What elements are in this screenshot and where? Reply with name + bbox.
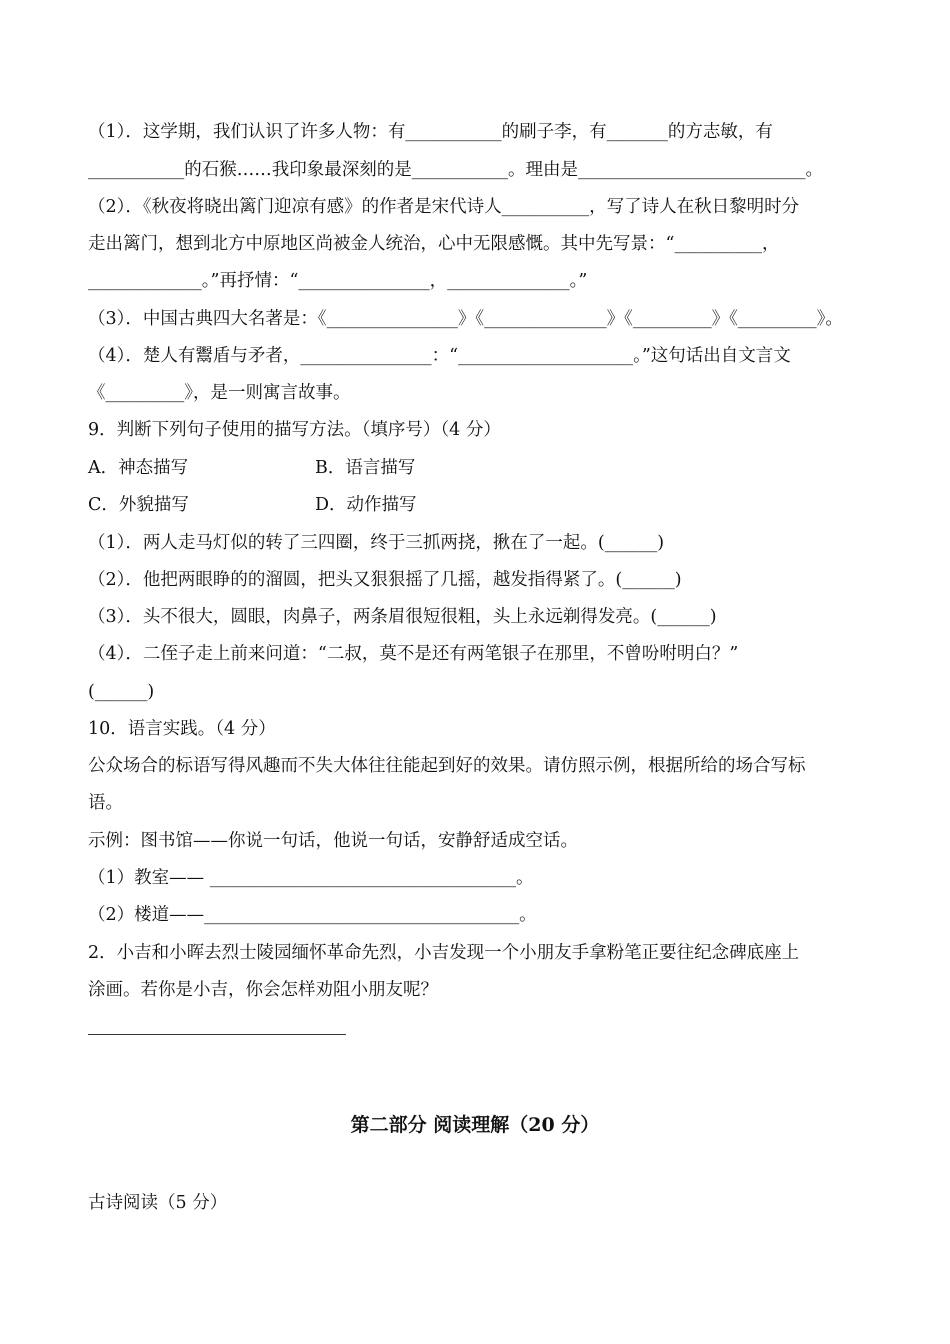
- q9-heading: 9．判断下列句子使用的描写方法。（填序号）（4 分）: [88, 420, 501, 440]
- q8-4-line1: （4）．楚人有鬻盾与矛者，_______________：“____________________。”这句话出自文言文: [88, 346, 791, 366]
- q10-1-line: （1）教室—— ___________________________________。: [88, 868, 534, 888]
- q9-2-line: （2）．他把两眼睁的的溜圆，把头又狠狠摇了几摇，越发指得紧了。(______): [88, 570, 682, 590]
- q2-line1: 2．小吉和小晖去烈士陵园缅怀革命先烈，小吉发现一个小朋友手拿粉笔正要往纪念碑底座上: [88, 943, 800, 963]
- q2-line2: 涂画。若你是小吉，你会怎样劝阻小朋友呢？: [88, 980, 438, 1000]
- q8-1-line2: ___________的石猴……我印象最深刻的是___________。理由是__________________________。: [88, 160, 823, 180]
- q9-3-line: （3）．头不很大，圆眼，肉鼻子，两条眉很短很粗，头上永远剃得发亮。(______): [88, 607, 717, 627]
- section-title: 第二部分 阅读理解（20 分）: [350, 1114, 600, 1136]
- q10-heading: 10．语言实践。（4 分）: [88, 719, 276, 739]
- q8-3-line: （3）．中国古典四大名著是：《_______________》《______________》《_________》《_________》。: [88, 309, 843, 329]
- q8-4-line2: 《_________》，是一则寓言故事。: [88, 383, 351, 403]
- option-b: B．语言描写: [315, 458, 416, 478]
- q9-4-line2: (______): [88, 682, 155, 702]
- q9-1-line: （1）．两人走马灯似的转了三四圈，终于三抓两挠，揪在了一起。(______): [88, 533, 665, 553]
- q10-2-line: （2）楼道——____________________________________。: [88, 905, 537, 925]
- q10-prompt-line2: 语。: [88, 793, 123, 813]
- q10-prompt-line1: 公众场合的标语写得风趣而不失大体往往能起到好的效果。请仿照示例，根据所给的场合写标: [88, 756, 806, 776]
- poetry-heading: 古诗阅读（5 分）: [88, 1193, 228, 1213]
- option-d: D．动作描写: [315, 495, 417, 515]
- q10-example: 示例：图书馆——你说一句话，他说一句话，安静舒适成空话。: [88, 831, 578, 851]
- answer-rule: [88, 1034, 346, 1035]
- q8-2-line2: 走出篱门，想到北方中原地区尚被金人统治，心中无限感慨。其中先写景：“__________，: [88, 234, 780, 254]
- q8-2-line1: （2）．《秋夜将晓出篱门迎凉有感》的作者是宋代诗人__________，写了诗人在秋日黎明时分: [88, 197, 800, 217]
- option-c: C．外貌描写: [88, 495, 189, 515]
- q9-4-line1: （4）．二侄子走上前来问道：“二叔，莫不是还有两笔银子在那里，不曾吩咐明白？”: [88, 644, 739, 664]
- option-a: A．神态描写: [88, 458, 189, 478]
- q8-2-line3: _____________。”再抒情：“_______________，______________。”: [88, 271, 588, 291]
- q8-1-line1: （1）．这学期，我们认识了许多人物：有___________的刷子李，有_______的方志敏，有: [88, 122, 773, 142]
